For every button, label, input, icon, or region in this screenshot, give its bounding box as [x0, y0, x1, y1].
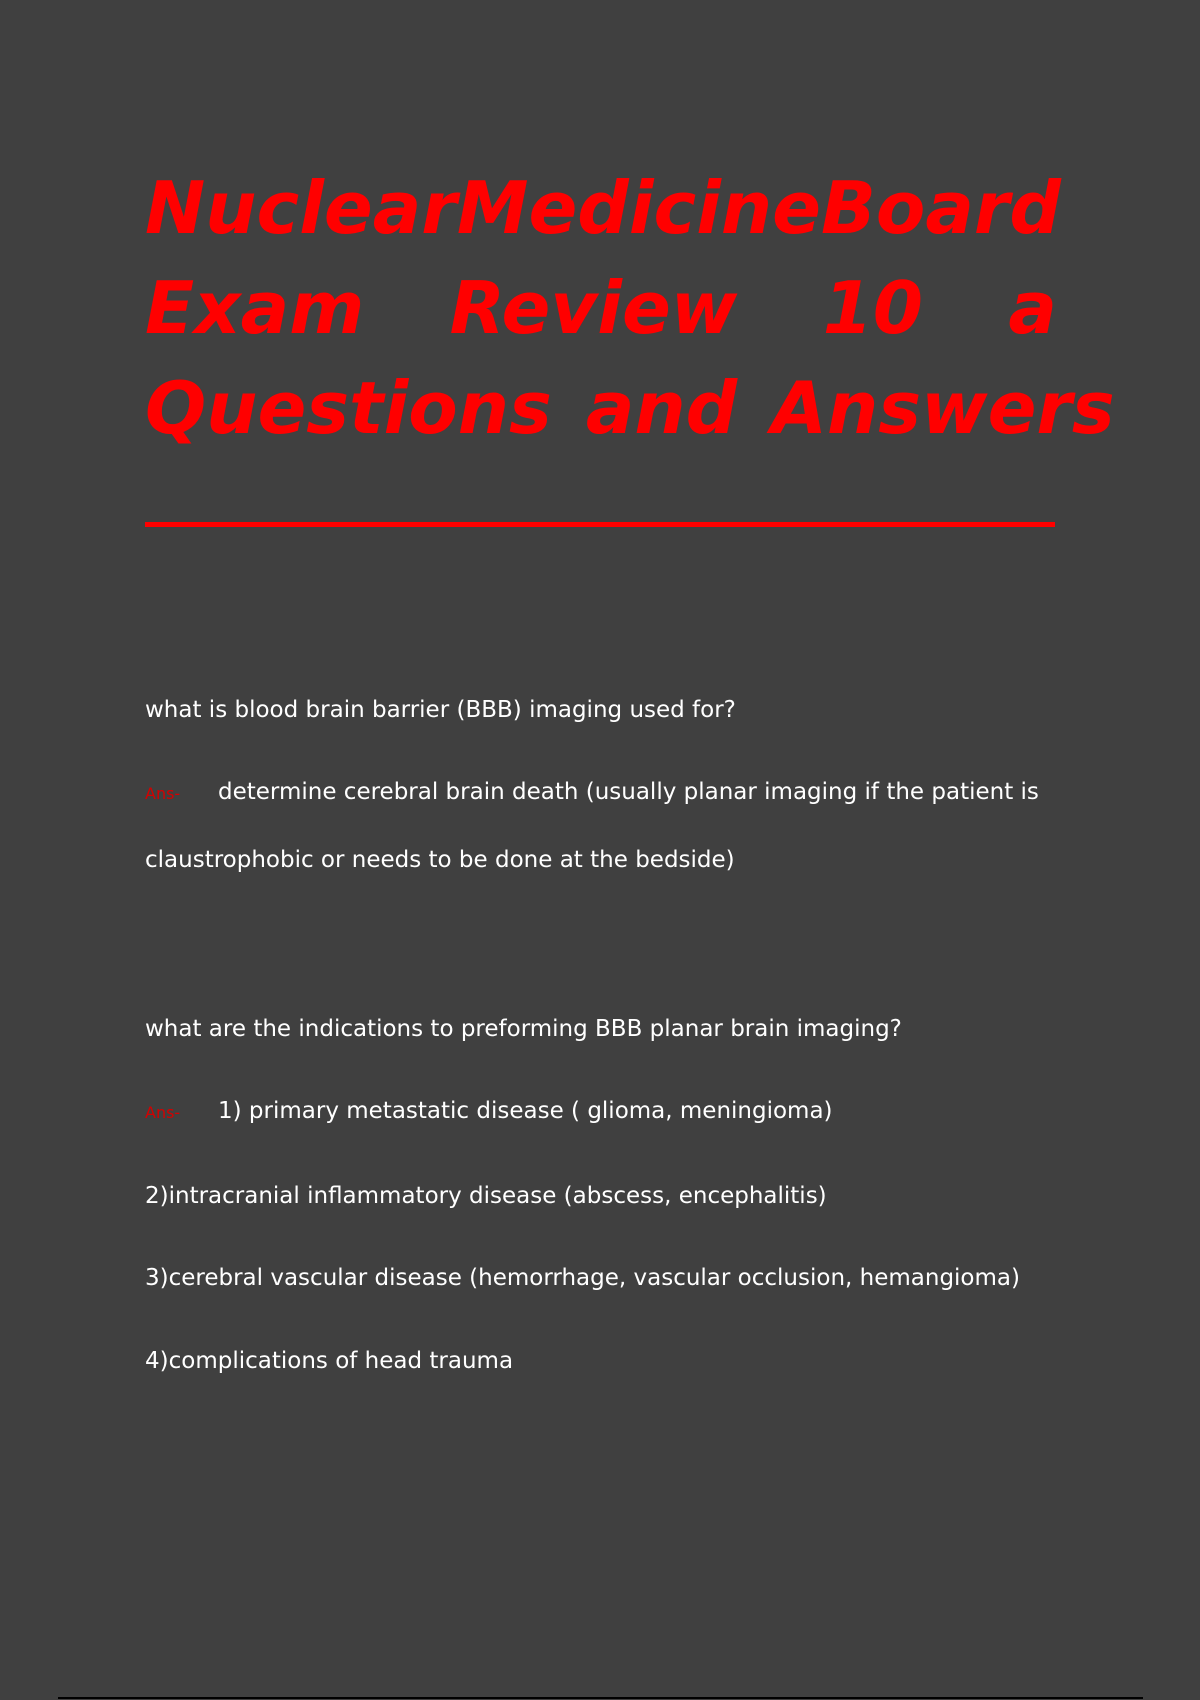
- title-word: Answers: [771, 366, 1115, 450]
- answer-text: determine cerebral brain death (usually planar imaging if the patient is: [218, 779, 1039, 805]
- title-word: Board: [820, 166, 1061, 250]
- answer-tag: Ans-: [145, 1103, 181, 1122]
- answer-tag: Ans-: [145, 784, 181, 803]
- answer-2-line-4: 4)complications of head trauma: [145, 1348, 514, 1374]
- title-word: 10: [822, 266, 923, 350]
- title-line-2: [145, 258, 1057, 358]
- title-word: Exam: [145, 266, 365, 350]
- answer-2-line-2: 2)intracranial inflammatory disease (abscess, encephalitis): [145, 1183, 827, 1209]
- footer-divider: [58, 1697, 1143, 1699]
- title-word: Medicine: [456, 166, 821, 250]
- answer-2-line-3: 3)cerebral vascular disease (hemorrhage, vascular occlusion, hemangioma): [145, 1265, 1020, 1291]
- answer-1-line-2: claustrophobic or needs to be done at the bedside): [145, 847, 735, 873]
- question-2: what are the indications to preforming BBB planar brain imaging?: [145, 1016, 902, 1042]
- title-word: Review: [449, 266, 738, 350]
- document-title: [145, 158, 1115, 458]
- title-word: Questions: [145, 366, 552, 450]
- answer-1-line-1: [145, 777, 1075, 809]
- title-divider: [145, 522, 1055, 527]
- title-word: and: [585, 366, 738, 450]
- title-line-3: [145, 358, 1115, 458]
- question-1: what is blood brain barrier (BBB) imaging used for?: [145, 697, 736, 723]
- title-word: a: [1008, 266, 1057, 350]
- title-word: Nuclear: [145, 166, 457, 250]
- answer-text: 1) primary metastatic disease ( glioma, meningioma): [218, 1098, 833, 1124]
- title-line-1: [145, 158, 1061, 258]
- answer-2-line-1: [145, 1096, 1075, 1128]
